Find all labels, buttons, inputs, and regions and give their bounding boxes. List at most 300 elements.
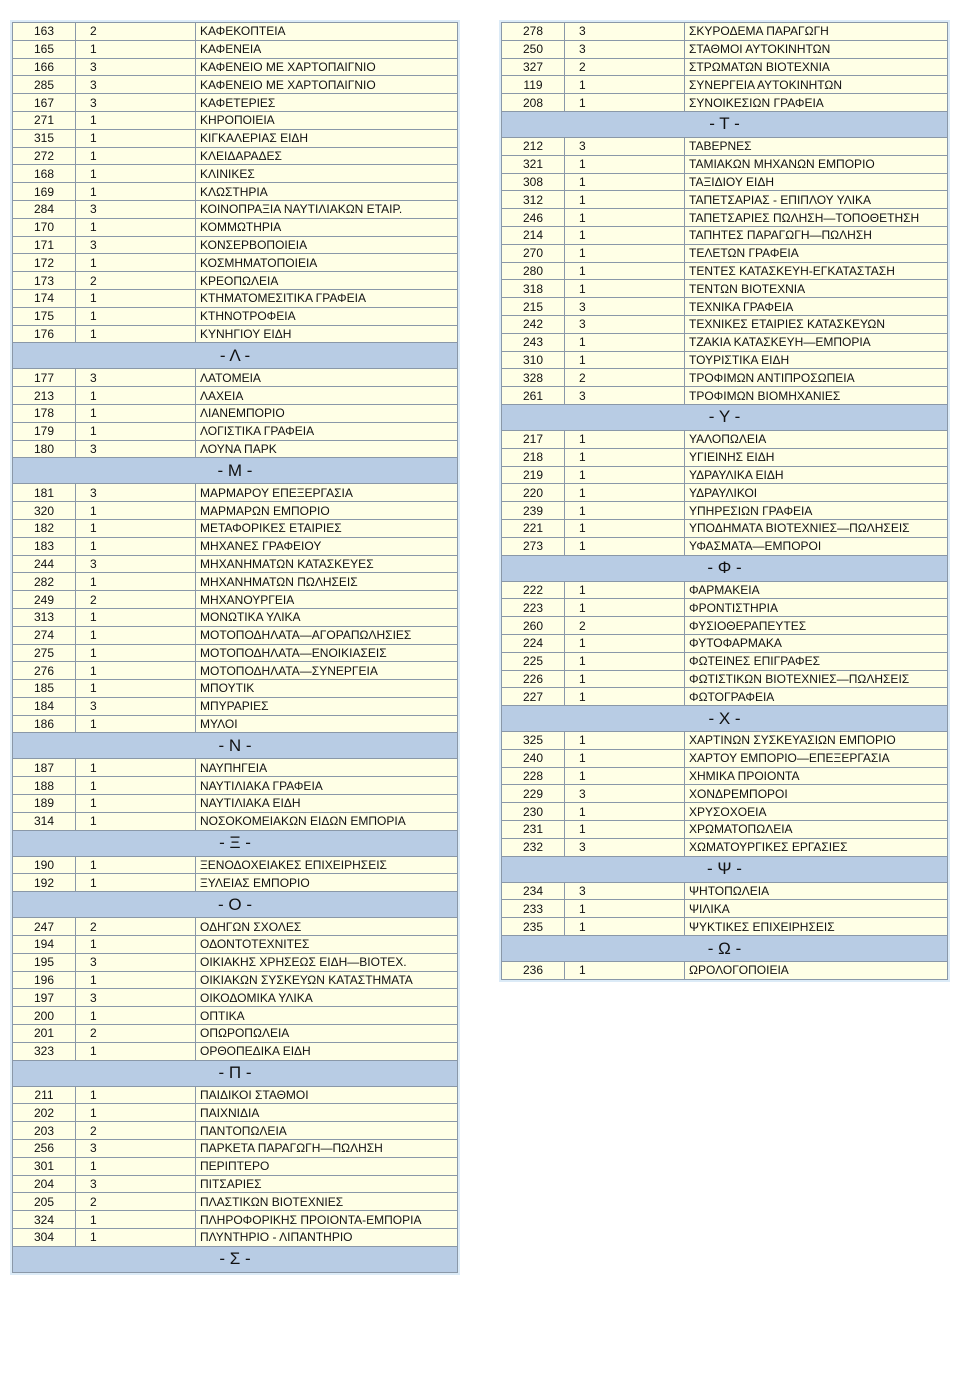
- activity-name: ΤΑΠΕΤΣΑΡΙΑΣ - ΕΠΙΠΛΟΥ ΥΛΙΚΑ: [685, 191, 948, 209]
- activity-name: ΚΑΦΕΝΕΙΟ ΜΕ ΧΑΡΤΟΠΑΙΓΝΙΟ: [196, 76, 458, 94]
- category-number: 1: [565, 502, 685, 520]
- activity-name: ΚΙΓΚΑΛΕΡΙΑΣ ΕΙΔΗ: [196, 129, 458, 147]
- table-row: [13, 626, 458, 644]
- table-row: [502, 688, 948, 706]
- activity-name: ΝΟΣΟΚΟΜΕΙΑΚΩΝ ΕΙΔΩΝ ΕΜΠΟΡΙΑ: [196, 812, 458, 830]
- activity-name: ΜΕΤΑΦΟΡΙΚΕΣ ΕΤΑΙΡΙΕΣ: [196, 519, 458, 537]
- table-row: [502, 262, 948, 280]
- category-number: 1: [565, 430, 685, 448]
- table-row: [502, 137, 948, 155]
- category-number: 1: [565, 519, 685, 537]
- table-row: [13, 856, 458, 874]
- activity-code: 214: [502, 226, 565, 244]
- category-number: 1: [76, 502, 196, 520]
- activity-name: ΧΗΜΙΚΑ ΠΡΟΙΟΝΤΑ: [685, 767, 948, 785]
- table-row: [13, 918, 458, 936]
- activity-name: ΚΗΡΟΠΟΙΕΙΑ: [196, 111, 458, 129]
- table-row: [502, 23, 948, 41]
- table-row: [502, 900, 948, 918]
- category-number: 1: [76, 1229, 196, 1247]
- table-row: [13, 1122, 458, 1140]
- activity-code: 184: [13, 697, 76, 715]
- table-row: [13, 644, 458, 662]
- category-number: 3: [565, 838, 685, 856]
- table-row: [502, 333, 948, 351]
- category-number: 2: [76, 272, 196, 290]
- letter-section-header: [502, 404, 948, 430]
- activity-name: ΟΙΚΙΑΚΩΝ ΣΥΣΚΕΥΩΝ ΚΑΤΑΣΤΗΜΑΤΑ: [196, 971, 458, 989]
- category-number: 1: [76, 289, 196, 307]
- category-number: 1: [76, 1157, 196, 1175]
- table-row: [13, 519, 458, 537]
- activity-code: 194: [13, 936, 76, 954]
- table-row: [502, 387, 948, 405]
- letter-section-header: [502, 555, 948, 581]
- letter-section-header: [502, 706, 948, 732]
- category-number: 1: [565, 333, 685, 351]
- activity-code: 250: [502, 40, 565, 58]
- activity-name: ΤΑΜΙΑΚΩΝ ΜΗΧΑΝΩΝ ΕΜΠΟΡΙΟ: [685, 155, 948, 173]
- activity-code: 195: [13, 953, 76, 971]
- category-number: 1: [565, 688, 685, 706]
- activity-name: ΟΠΤΙΚΑ: [196, 1007, 458, 1025]
- activity-name: ΣΤΡΩΜΑΤΩΝ ΒΙΟΤΕΧΝΙΑ: [685, 58, 948, 76]
- activity-code: 165: [13, 40, 76, 58]
- category-number: 1: [76, 325, 196, 343]
- category-number: 1: [565, 155, 685, 173]
- table-row: [502, 803, 948, 821]
- activity-code: 312: [502, 191, 565, 209]
- category-number: 3: [76, 369, 196, 387]
- activity-code: 313: [13, 608, 76, 626]
- activity-code: 220: [502, 484, 565, 502]
- letter-section-header: [502, 856, 948, 882]
- table-row: [13, 387, 458, 405]
- activity-name: ΟΠΩΡΟΠΩΛΕΙΑ: [196, 1025, 458, 1043]
- activity-code: 271: [13, 111, 76, 129]
- activity-name: ΥΔΡΑΥΛΙΚΑ ΕΙΔΗ: [685, 466, 948, 484]
- activity-code: 278: [502, 23, 565, 41]
- table-row: [13, 1211, 458, 1229]
- table-row: [13, 369, 458, 387]
- table-row: [502, 58, 948, 76]
- category-number: 1: [76, 795, 196, 813]
- category-number: 2: [76, 1122, 196, 1140]
- table-row: [502, 617, 948, 635]
- activity-code: 247: [13, 918, 76, 936]
- category-number: 1: [76, 40, 196, 58]
- activity-name: ΧΑΡΤΟΥ ΕΜΠΟΡΙΟ—ΕΠΕΞΕΡΓΑΣΙΑ: [685, 749, 948, 767]
- category-number: 2: [76, 23, 196, 41]
- activity-name: ΤΕΛΕΤΩΝ ΓΡΑΦΕΙΑ: [685, 244, 948, 262]
- activity-code: 318: [502, 280, 565, 298]
- category-number: 3: [76, 1140, 196, 1158]
- table-row: [13, 289, 458, 307]
- activity-code: 170: [13, 218, 76, 236]
- table-row: [502, 209, 948, 227]
- table-row: [13, 680, 458, 698]
- table-row: [502, 76, 948, 94]
- category-number: 1: [76, 777, 196, 795]
- category-number: 1: [565, 262, 685, 280]
- table-row: [13, 183, 458, 201]
- category-number: 3: [76, 555, 196, 573]
- activity-name: ΚΛΩΣΤΗΡΙΑ: [196, 183, 458, 201]
- activity-code: 119: [502, 76, 565, 94]
- activity-name: ΠΛΑΣΤΙΚΩΝ ΒΙΟΤΕΧΝΙΕΣ: [196, 1193, 458, 1211]
- table-row: [502, 838, 948, 856]
- table-row: [13, 777, 458, 795]
- activity-code: 224: [502, 634, 565, 652]
- activity-name: ΤΡΟΦΙΜΩΝ ΑΝΤΙΠΡΟΣΩΠΕΙΑ: [685, 369, 948, 387]
- activity-code: 239: [502, 502, 565, 520]
- category-number: 3: [76, 484, 196, 502]
- activity-name: ΤΑΒΕΡΝΕΣ: [685, 137, 948, 155]
- section-letter: - Σ -: [13, 1246, 458, 1272]
- activity-code: 177: [13, 369, 76, 387]
- activity-name: ΛΑΤΟΜΕΙΑ: [196, 369, 458, 387]
- activity-name: ΠΕΡΙΠΤΕΡΟ: [196, 1157, 458, 1175]
- activity-code: 229: [502, 785, 565, 803]
- table-row: [13, 23, 458, 41]
- activity-code: 186: [13, 715, 76, 733]
- activity-name: ΠΙΤΣΑΡΙΕΣ: [196, 1175, 458, 1193]
- activity-code: 168: [13, 165, 76, 183]
- category-number: 1: [565, 767, 685, 785]
- activity-name: ΟΙΚΟΔΟΜΙΚΑ ΥΛΙΚΑ: [196, 989, 458, 1007]
- category-number: 1: [565, 670, 685, 688]
- letter-section-header: [13, 1060, 458, 1086]
- table-row: [502, 369, 948, 387]
- table-row: [502, 670, 948, 688]
- activity-code: 276: [13, 662, 76, 680]
- activity-name: ΥΑΛΟΠΩΛΕΙΑ: [685, 430, 948, 448]
- activity-name: ΛΙΑΝΕΜΠΟΡΙΟ: [196, 404, 458, 422]
- activity-name: ΜΗΧΑΝΟΥΡΓΕΙΑ: [196, 591, 458, 609]
- table-row: [13, 812, 458, 830]
- activity-code: 183: [13, 537, 76, 555]
- table-row: [502, 962, 948, 980]
- category-number: 3: [76, 94, 196, 112]
- category-number: 3: [76, 200, 196, 218]
- category-number: 1: [76, 111, 196, 129]
- activity-code: 314: [13, 812, 76, 830]
- activity-code: 321: [502, 155, 565, 173]
- activity-name: ΚΑΦΕΝΕΙΑ: [196, 40, 458, 58]
- category-number: 1: [76, 936, 196, 954]
- table-row: [502, 40, 948, 58]
- right-column: [499, 20, 950, 982]
- section-letter: - Λ -: [13, 343, 458, 369]
- category-number: 3: [76, 440, 196, 458]
- category-number: 1: [76, 715, 196, 733]
- activity-code: 179: [13, 422, 76, 440]
- category-number: 1: [76, 874, 196, 892]
- activity-name: ΤΟΥΡΙΣΤΙΚΑ ΕΙΔΗ: [685, 351, 948, 369]
- activity-code: 325: [502, 732, 565, 750]
- activity-code: 175: [13, 307, 76, 325]
- activity-name: ΝΑΥΤΙΛΙΑΚΑ ΓΡΑΦΕΙΑ: [196, 777, 458, 795]
- category-number: 1: [76, 183, 196, 201]
- activity-name: ΛΟΓΙΣΤΙΚΑ ΓΡΑΦΕΙΑ: [196, 422, 458, 440]
- activity-name: ΦΩΤΕΙΝΕΣ ΕΠΙΓΡΑΦΕΣ: [685, 652, 948, 670]
- activity-name: ΦΡΟΝΤΙΣΤΗΡΙΑ: [685, 599, 948, 617]
- letter-section-header: [502, 936, 948, 962]
- table-row: [13, 537, 458, 555]
- table-row: [13, 1193, 458, 1211]
- activity-code: 201: [13, 1025, 76, 1043]
- activity-code: 173: [13, 272, 76, 290]
- table-row: [13, 1042, 458, 1060]
- category-number: 2: [76, 1025, 196, 1043]
- category-number: 1: [76, 573, 196, 591]
- activity-code: 246: [502, 209, 565, 227]
- activity-name: ΟΔΟΝΤΟΤΕΧΝΙΤΕΣ: [196, 936, 458, 954]
- activity-name: ΥΠΗΡΕΣΙΩΝ ΓΡΑΦΕΙΑ: [685, 502, 948, 520]
- table-row: [13, 236, 458, 254]
- category-number: 1: [565, 76, 685, 94]
- category-number: 3: [565, 387, 685, 405]
- category-number: 1: [565, 191, 685, 209]
- activity-code: 260: [502, 617, 565, 635]
- activity-code: 225: [502, 652, 565, 670]
- activity-code: 192: [13, 874, 76, 892]
- activity-code: 304: [13, 1229, 76, 1247]
- activity-name: ΤΑΠΗΤΕΣ ΠΑΡΑΓΩΓΗ—ΠΩΛΗΣΗ: [685, 226, 948, 244]
- activity-code: 178: [13, 404, 76, 422]
- category-number: 1: [565, 732, 685, 750]
- table-row: [13, 484, 458, 502]
- letter-section-header: [13, 458, 458, 484]
- table-row: [502, 519, 948, 537]
- table-row: [13, 989, 458, 1007]
- activity-code: 275: [13, 644, 76, 662]
- activity-code: 272: [13, 147, 76, 165]
- activity-code: 227: [502, 688, 565, 706]
- table-row: [502, 785, 948, 803]
- table-row: [502, 466, 948, 484]
- activity-code: 215: [502, 298, 565, 316]
- category-number: 3: [565, 298, 685, 316]
- activity-code: 188: [13, 777, 76, 795]
- activity-name: ΜΗΧΑΝΕΣ ΓΡΑΦΕΙΟΥ: [196, 537, 458, 555]
- activity-code: 226: [502, 670, 565, 688]
- category-number: 1: [76, 519, 196, 537]
- activity-name: ΜΠΟΥΤΙΚ: [196, 680, 458, 698]
- table-row: [13, 953, 458, 971]
- section-letter: - Ψ -: [502, 856, 948, 882]
- activity-name: ΣΚΥΡΟΔΕΜΑ ΠΑΡΑΓΩΓΗ: [685, 23, 948, 41]
- activity-code: 219: [502, 466, 565, 484]
- table-row: [502, 351, 948, 369]
- table-row: [502, 767, 948, 785]
- activity-code: 230: [502, 803, 565, 821]
- activity-code: 171: [13, 236, 76, 254]
- table-row: [13, 440, 458, 458]
- activity-code: 236: [502, 962, 565, 980]
- activity-name: ΠΑΝΤΟΠΩΛΕΙΑ: [196, 1122, 458, 1140]
- activity-code: 197: [13, 989, 76, 1007]
- category-number: 1: [565, 749, 685, 767]
- activity-code: 244: [13, 555, 76, 573]
- section-letter: - Μ -: [13, 458, 458, 484]
- activity-name: ΚΛΙΝΙΚΕΣ: [196, 165, 458, 183]
- table-row: [13, 1157, 458, 1175]
- activity-name: ΚΟΙΝΟΠΡΑΞΙΑ ΝΑΥΤΙΛΙΑΚΩΝ ΕΤΑΙΡ.: [196, 200, 458, 218]
- letter-section-header: [13, 892, 458, 918]
- activity-code: 274: [13, 626, 76, 644]
- section-letter: - Υ -: [502, 404, 948, 430]
- activity-code: 204: [13, 1175, 76, 1193]
- section-letter: - Π -: [13, 1060, 458, 1086]
- activity-name: ΞΥΛΕΙΑΣ ΕΜΠΟΡΙΟ: [196, 874, 458, 892]
- table-row: [13, 1140, 458, 1158]
- category-number: 1: [76, 759, 196, 777]
- category-number: 3: [76, 697, 196, 715]
- activity-name: ΚΑΦΕΤΕΡΙΕΣ: [196, 94, 458, 112]
- activity-name: ΚΛΕΙΔΑΡΑΔΕΣ: [196, 147, 458, 165]
- table-row: [13, 971, 458, 989]
- category-number: 1: [565, 226, 685, 244]
- activity-name: ΥΠΟΔΗΜΑΤΑ ΒΙΟΤΕΧΝΙΕΣ—ΠΩΛΗΣΕΙΣ: [685, 519, 948, 537]
- category-number: 1: [565, 280, 685, 298]
- activity-code: 284: [13, 200, 76, 218]
- section-letter: - Ξ -: [13, 830, 458, 856]
- activity-name: ΚΥΝΗΓΙΟΥ ΕΙΔΗ: [196, 325, 458, 343]
- category-number: 2: [76, 591, 196, 609]
- activity-code: 280: [502, 262, 565, 280]
- activity-name: ΟΙΚΙΑΚΗΣ ΧΡΗΣΕΩΣ ΕΙΔΗ—ΒΙΟΤΕΧ.: [196, 953, 458, 971]
- activity-name: ΠΑΙΔΙΚΟΙ ΣΤΑΘΜΟΙ: [196, 1086, 458, 1104]
- activity-code: 176: [13, 325, 76, 343]
- category-number: 3: [76, 76, 196, 94]
- section-letter: - Ο -: [13, 892, 458, 918]
- activity-name: ΨΥΚΤΙΚΕΣ ΕΠΙΧΕΙΡΗΣΕΙΣ: [685, 918, 948, 936]
- activity-name: ΤΑΠΕΤΣΑΡΙΕΣ ΠΩΛΗΣΗ—ΤΟΠΟΘΕΤΗΣΗ: [685, 209, 948, 227]
- activity-name: ΧΡΥΣΟΧΟΕΙΑ: [685, 803, 948, 821]
- activity-code: 240: [502, 749, 565, 767]
- category-number: 3: [565, 23, 685, 41]
- activity-code: 273: [502, 537, 565, 555]
- section-letter: - Ν -: [13, 733, 458, 759]
- activity-name: ΤΑΞΙΔΙΟΥ ΕΙΔΗ: [685, 173, 948, 191]
- activity-name: ΧΟΝΔΡΕΜΠΟΡΟΙ: [685, 785, 948, 803]
- category-number: 3: [76, 1175, 196, 1193]
- section-letter: - Τ -: [502, 111, 948, 137]
- table-row: [13, 555, 458, 573]
- activity-code: 174: [13, 289, 76, 307]
- table-row: [502, 732, 948, 750]
- category-number: 1: [565, 634, 685, 652]
- table-row: [502, 155, 948, 173]
- table-row: [502, 430, 948, 448]
- category-number: 1: [565, 94, 685, 112]
- table-row: [13, 76, 458, 94]
- table-row: [13, 129, 458, 147]
- table-row: [13, 936, 458, 954]
- activity-code: 167: [13, 94, 76, 112]
- category-number: 3: [565, 785, 685, 803]
- activity-code: 233: [502, 900, 565, 918]
- activity-code: 196: [13, 971, 76, 989]
- table-row: [502, 280, 948, 298]
- activity-name: ΠΛΥΝΤΗΡΙΟ - ΛΙΠΑΝΤΗΡΙΟ: [196, 1229, 458, 1247]
- table-row: [502, 244, 948, 262]
- category-number: 1: [76, 626, 196, 644]
- category-number: 1: [76, 218, 196, 236]
- activity-name: ΟΡΘΟΠΕΔΙΚΑ ΕΙΔΗ: [196, 1042, 458, 1060]
- activity-name: ΣΤΑΘΜΟΙ ΑΥΤΟΚΙΝΗΤΩΝ: [685, 40, 948, 58]
- category-number: 1: [565, 821, 685, 839]
- category-number: 2: [76, 918, 196, 936]
- activity-code: 217: [502, 430, 565, 448]
- table-row: [13, 111, 458, 129]
- category-number: 1: [565, 581, 685, 599]
- activity-code: 218: [502, 448, 565, 466]
- activity-code: 163: [13, 23, 76, 41]
- activity-code: 256: [13, 1140, 76, 1158]
- table-row: [502, 226, 948, 244]
- category-number: 1: [76, 307, 196, 325]
- activity-name: ΟΔΗΓΩΝ ΣΧΟΛΕΣ: [196, 918, 458, 936]
- activity-name: ΜΟΝΩΤΙΚΑ ΥΛΙΚΑ: [196, 608, 458, 626]
- table-row: [13, 662, 458, 680]
- activity-name: ΞΕΝΟΔΟΧΕΙΑΚΕΣ ΕΠΙΧΕΙΡΗΣΕΙΣ: [196, 856, 458, 874]
- activity-code: 223: [502, 599, 565, 617]
- category-number: 1: [76, 1104, 196, 1122]
- category-number: 2: [76, 1193, 196, 1211]
- section-letter: - Χ -: [502, 706, 948, 732]
- activity-code: 222: [502, 581, 565, 599]
- activity-code: 261: [502, 387, 565, 405]
- category-number: 1: [76, 1007, 196, 1025]
- activity-name: ΦΩΤΟΓΡΑΦΕΙΑ: [685, 688, 948, 706]
- table-row: [502, 918, 948, 936]
- category-number: 3: [565, 40, 685, 58]
- activity-name: ΜΥΛΟΙ: [196, 715, 458, 733]
- category-number: 1: [565, 962, 685, 980]
- activity-name: ΥΦΑΣΜΑΤΑ—ΕΜΠΟΡΟΙ: [685, 537, 948, 555]
- activity-name: ΜΑΡΜΑΡΟΥ ΕΠΕΞΕΡΓΑΣΙΑ: [196, 484, 458, 502]
- activity-name: ΜΟΤΟΠΟΔΗΛΑΤΑ—ΣΥΝΕΡΓΕΙΑ: [196, 662, 458, 680]
- table-row: [502, 315, 948, 333]
- table-row: [502, 537, 948, 555]
- activity-name: ΚΡΕΟΠΩΛΕΙΑ: [196, 272, 458, 290]
- letter-section-header: [13, 733, 458, 759]
- activity-code: 232: [502, 838, 565, 856]
- table-row: [13, 1007, 458, 1025]
- table-row: [502, 484, 948, 502]
- category-number: 1: [76, 254, 196, 272]
- table-row: [13, 200, 458, 218]
- activity-name: ΚΑΦΕΚΟΠΤΕΙΑ: [196, 23, 458, 41]
- activity-name: ΜΑΡΜΑΡΩΝ ΕΜΠΟΡΙΟ: [196, 502, 458, 520]
- activity-name: ΤΖΑΚΙΑ ΚΑΤΑΣΚΕΥΗ—ΕΜΠΟΡΙΑ: [685, 333, 948, 351]
- table-row: [13, 608, 458, 626]
- category-number: 1: [76, 971, 196, 989]
- category-number: 1: [76, 608, 196, 626]
- table-row: [13, 422, 458, 440]
- table-row: [13, 165, 458, 183]
- activity-code: 182: [13, 519, 76, 537]
- category-number: 1: [565, 484, 685, 502]
- activity-code: 208: [502, 94, 565, 112]
- table-row: [13, 759, 458, 777]
- activity-code: 221: [502, 519, 565, 537]
- table-row: [13, 502, 458, 520]
- category-number: 2: [565, 617, 685, 635]
- activity-name: ΦΥΣΙΟΘΕΡΑΠΕΥΤΕΣ: [685, 617, 948, 635]
